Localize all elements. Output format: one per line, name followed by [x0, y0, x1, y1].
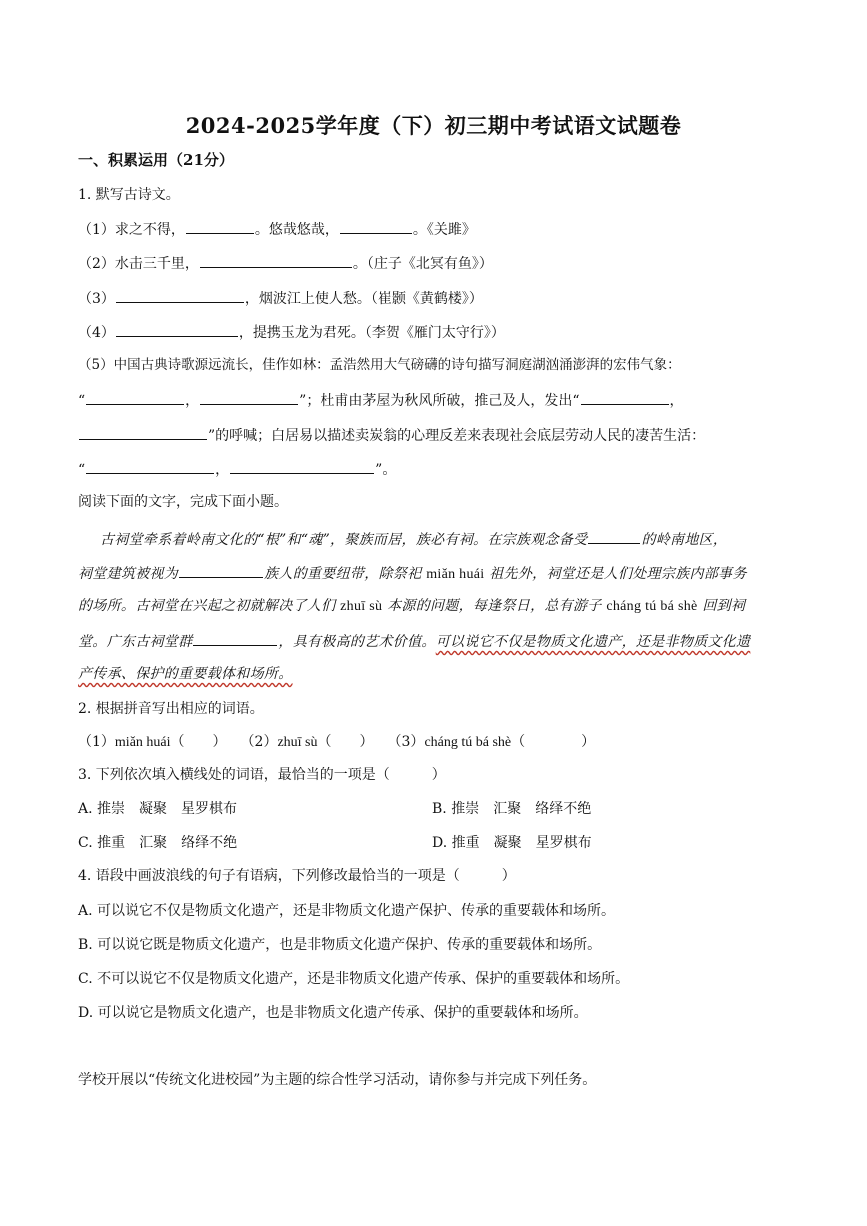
answer-bracket[interactable]: （ ） — [317, 734, 374, 750]
q1-item-5-text: ”的呼喊；白居易以描述卖炭翁的心理反差来表现社会底层劳动人民的凄苦生活： — [208, 428, 706, 444]
reading-intro: 阅读下面的文字，完成下面小题。 — [78, 494, 288, 510]
q1-item-4-text-b: ，提携玉龙为君死。（李贺《雁门太守行》） — [238, 325, 505, 341]
q2-stem: 2. 根据拼音写出相应的词语。 — [78, 701, 264, 717]
q3-option-a[interactable]: A. 推崇 凝聚 星罗棋布 — [78, 801, 238, 817]
fill-blank[interactable] — [200, 252, 352, 268]
fill-blank[interactable] — [588, 528, 640, 544]
q1-item-5-line-1: （5）中国古典诗歌源远流长，佳作如林：孟浩然用大气磅礴的诗句描写洞庭湖汹涌澎湃的宏伟气象： — [78, 357, 681, 373]
fill-blank[interactable] — [230, 458, 374, 474]
comma: ， — [185, 393, 200, 409]
pinyin: cháng tú bá shè — [424, 735, 512, 750]
q1-item-5-line-3 — [78, 424, 797, 446]
q1-item-4 — [78, 321, 797, 343]
fill-blank[interactable] — [86, 458, 214, 474]
pinyin: miǎn huái — [426, 567, 485, 582]
q1-item-1-text-a: （1）求之不得， — [78, 222, 185, 238]
pinyin: cháng tú bá shè — [606, 599, 698, 614]
quote-mark: “ — [78, 393, 86, 409]
q1-item-2 — [78, 252, 797, 274]
q1-stem: 1. 默写古诗文。 — [78, 187, 180, 203]
comma: ， — [215, 462, 230, 478]
quote-mark: “ — [78, 462, 86, 478]
q1-item-3-text-a: （3） — [78, 291, 115, 307]
q1-item-3-text-b: ，烟波江上使人愁。（崔颢《黄鹤楼》） — [244, 291, 483, 307]
fill-blank[interactable] — [340, 218, 412, 234]
q4-option-a[interactable]: A. 可以说它不仅是物质文化遗产，还是非物质文化遗产保护、传承的重要载体和场所。 — [78, 903, 616, 919]
answer-bracket[interactable]: （ ） — [511, 734, 596, 750]
fill-blank[interactable] — [179, 562, 263, 578]
passage-text: 回到祠 — [702, 598, 746, 614]
q3-stem: 3. 下列依次填入横线处的词语，最恰当的一项是（ ） — [78, 767, 446, 783]
passage-text: 族人的重要纽带，除祭祀 — [264, 566, 422, 582]
q2-item-number: （3） — [387, 734, 425, 750]
q1-item-2-text-b: 。（庄子《北冥有鱼》） — [352, 256, 493, 272]
passage-text: 的岭南地区， — [641, 532, 728, 548]
passage-text: 祠堂建筑被视为 — [78, 566, 179, 582]
answer-bracket[interactable]: （ ） — [170, 734, 227, 750]
q1-item-3 — [78, 287, 797, 309]
q1-item-1 — [78, 218, 797, 240]
passage-text: ，具有极高的艺术价值。 — [278, 634, 436, 650]
passage-line-2 — [78, 562, 797, 585]
q1-item-1-text-b: 。悠哉悠哉， — [254, 222, 339, 238]
fill-blank[interactable] — [193, 630, 277, 646]
passage-text: 祖先外，祠堂还是人们处理宗族内部事务 — [489, 566, 747, 582]
q3-option-b[interactable]: B. 推崇 汇聚 络绎不绝 — [432, 801, 592, 817]
q1-item-5-line-4 — [78, 458, 797, 480]
fill-blank[interactable] — [200, 389, 298, 405]
q3-option-d[interactable]: D. 推重 凝聚 星罗棋布 — [432, 835, 592, 851]
passage-text: 的场所。古祠堂在兴起之初就解决了人们 — [78, 598, 336, 614]
wavy-underlined-sentence: 可以说它不仅是物质文化遗产，还是非物质文化遗 — [435, 634, 751, 650]
passage-text: 本源的问题，每逢祭日，总有游子 — [387, 598, 602, 614]
wavy-underlined-sentence: 产传承、保护的重要载体和场所。 — [78, 666, 293, 682]
fill-blank[interactable] — [79, 424, 207, 440]
q2-item-number: （1） — [78, 734, 115, 750]
q2-item-number: （2） — [240, 734, 278, 750]
q4-option-b[interactable]: B. 可以说它既是物质文化遗产，也是非物质文化遗产保护、传承的重要载体和场所。 — [78, 937, 602, 953]
q1-item-1-text-c: 。《关雎》 — [412, 222, 476, 238]
quote-mark: ”。 — [375, 462, 397, 478]
fill-blank[interactable] — [116, 287, 244, 303]
passage-line-4 — [78, 630, 797, 652]
section-heading: 一、积累运用（21分） — [78, 151, 234, 169]
q1-item-2-text-a: （2）水击三千里， — [78, 256, 199, 272]
passage-line-1 — [100, 528, 797, 550]
passage-line-3 — [78, 596, 797, 617]
passage-text: 古祠堂牵系着岭南文化的“根”和“魂”，聚族而居，族必有祠。在宗族观念备受 — [100, 532, 588, 548]
fill-blank[interactable] — [116, 321, 238, 337]
q4-option-d[interactable]: D. 可以说它是物质文化遗产，也是非物质文化遗产传承、保护的重要载体和场所。 — [78, 1005, 588, 1021]
q4-stem: 4. 语段中画波浪线的句子有语病，下列修改最恰当的一项是（ ） — [78, 868, 516, 884]
fill-blank[interactable] — [186, 218, 254, 234]
pinyin: miǎn huái — [114, 735, 171, 750]
q1-item-5-line-2 — [78, 389, 797, 411]
q3-option-c[interactable]: C. 推重 汇聚 络绎不绝 — [78, 835, 238, 851]
q2-items — [78, 732, 797, 753]
fill-blank[interactable] — [581, 389, 669, 405]
pinyin: zhuī sù — [340, 599, 383, 614]
activity-intro: 学校开展以“传统文化进校园”为主题的综合性学习活动，请你参与并完成下列任务。 — [78, 1072, 597, 1088]
passage-text: 堂。广东古祠堂群 — [78, 634, 193, 650]
q1-item-4-text-a: （4） — [78, 325, 115, 341]
q1-item-5-text: ”；杜甫由茅屋为秋风所破，推己及人，发出“ — [299, 393, 580, 409]
q4-option-c[interactable]: C. 不可以说它不仅是物质文化遗产，还是非物质文化遗产传承、保护的重要载体和场所。 — [78, 971, 630, 987]
fill-blank[interactable] — [86, 389, 184, 405]
page-title: 2024-2025学年度（下）初三期中考试语文试题卷 — [185, 113, 682, 138]
comma: ， — [669, 393, 684, 409]
pinyin: zhuī sù — [277, 735, 318, 750]
passage-line-5 — [78, 664, 797, 684]
